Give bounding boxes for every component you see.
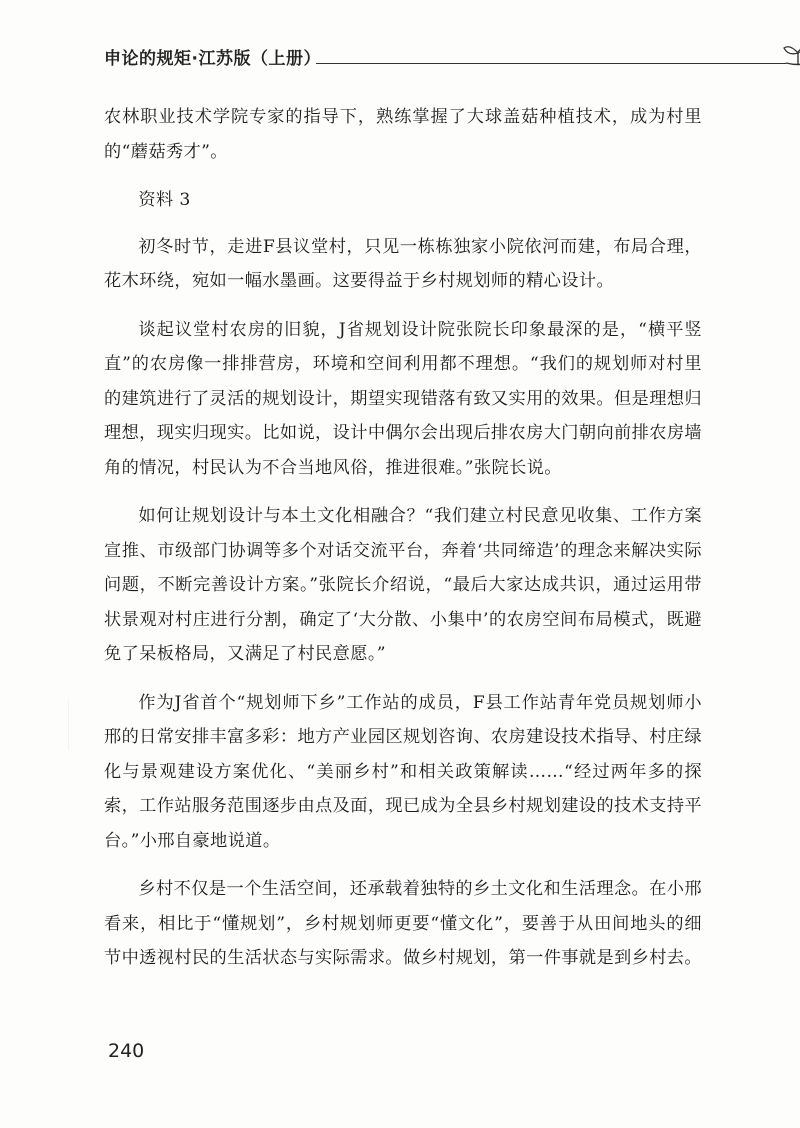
body-text bbox=[104, 100, 702, 990]
scan-mark bbox=[68, 700, 69, 750]
book-title: 申论的规矩·江苏版（上册） bbox=[104, 49, 321, 69]
paragraph: 如何让规划设计与本土文化相融合？“我们建立村民意见收集、工作方案宣推、市级部门协调等多个对话交流平台，奔着‘共同缔造’的理念来解决实际问题，不断完善设计方案。”张院长介绍说，“最后大家达成共识，通过运用带状景观对村庄进行分割，确定了‘大分散、小集中’的农房空间布局模式，既避免了呆板格局，又满足了村民意愿。” bbox=[104, 506, 702, 664]
paragraph: 乡村不仅是一个生活空间，还承载着独特的乡土文化和生活理念。在小邢看来，相比于“懂规划”，乡村规划师更要“懂文化”，要善于从田间地头的细节中透视村民的生活状态与实际需求。做乡村规划，第一件事就是到乡村去。 bbox=[104, 879, 702, 968]
page-number: 240 bbox=[108, 1040, 145, 1062]
paragraph-continued: 农林职业技术学院专家的指导下，熟练掌握了大球盖菇种植技术，成为村里的“蘑菇秀才”。 bbox=[104, 107, 702, 162]
running-header bbox=[104, 40, 714, 70]
paragraph: 作为J省首个“规划师下乡”工作站的成员，F县工作站青年党员规划师小邢的日常安排丰富多彩：地方产业园区规划咨询、农房建设技术指导、村庄绿化与景观建设方案优化、“美丽乡村”和相关政策解读……“经过两年多的探索，工作站服务范围逐步由点及面，现已成为全县乡村规划建设的技术支持平台。”小邢自豪地说道。 bbox=[104, 692, 702, 851]
material-label: 资料 3 bbox=[138, 190, 191, 210]
header-rule bbox=[316, 63, 786, 64]
paragraph: 初冬时节，走进F县议堂村，只见一栋栋独家小院依河而建，布局合理，花木环绕，宛如一幅水墨画。这要得益于乡村规划师的精心设计。 bbox=[104, 236, 702, 291]
paragraph: 谈起议堂村农房的旧貌，J省规划设计院张院长印象最深的是，“横平竖直”的农房像一排排营房，环境和空间利用都不理想。“我们的规划师对村里的建筑进行了灵活的规划设计，期望实现错落有致又实用的效果。但是理想归理想，现实归现实。比如说，设计中偶尔会出现后排农房大门朝向前排农房墙角的情况，村民认为不合当地风俗，推进很难。”张院长说。 bbox=[104, 319, 702, 478]
sprout-icon bbox=[780, 40, 800, 70]
